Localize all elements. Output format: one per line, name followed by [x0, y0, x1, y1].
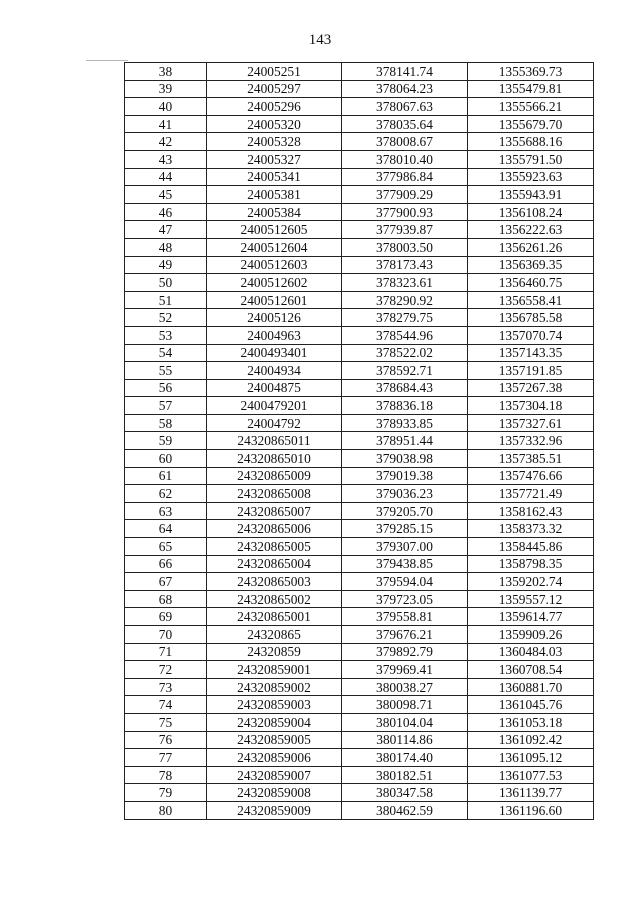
- point-id-cell: 24004875: [207, 379, 342, 397]
- y-coordinate-cell: 1361053.18: [468, 713, 594, 731]
- y-coordinate-cell: 1357721.49: [468, 485, 594, 503]
- row-index-cell: 73: [125, 678, 207, 696]
- row-index-cell: 41: [125, 115, 207, 133]
- point-id-cell: 24005296: [207, 98, 342, 116]
- x-coordinate-cell: 378684.43: [342, 379, 468, 397]
- y-coordinate-cell: 1355688.16: [468, 133, 594, 151]
- row-index-cell: 42: [125, 133, 207, 151]
- point-id-cell: 24004792: [207, 414, 342, 432]
- x-coordinate-cell: 379558.81: [342, 608, 468, 626]
- x-coordinate-cell: 379594.04: [342, 573, 468, 591]
- row-index-cell: 51: [125, 291, 207, 309]
- x-coordinate-cell: 378951.44: [342, 432, 468, 450]
- y-coordinate-cell: 1356108.24: [468, 203, 594, 221]
- point-id-cell: 24320865008: [207, 485, 342, 503]
- row-index-cell: 69: [125, 608, 207, 626]
- table-row: [125, 696, 594, 714]
- row-index-cell: 76: [125, 731, 207, 749]
- point-id-cell: 24320865006: [207, 520, 342, 538]
- row-index-cell: 78: [125, 766, 207, 784]
- row-index-cell: 55: [125, 362, 207, 380]
- row-index-cell: 70: [125, 626, 207, 644]
- x-coordinate-cell: 378836.18: [342, 397, 468, 415]
- row-index-cell: 48: [125, 238, 207, 256]
- x-coordinate-cell: 380104.04: [342, 713, 468, 731]
- table-row: [125, 801, 594, 819]
- point-id-cell: 24320859004: [207, 713, 342, 731]
- point-id-cell: 24320865010: [207, 450, 342, 468]
- table-row: [125, 555, 594, 573]
- row-index-cell: 54: [125, 344, 207, 362]
- point-id-cell: 24320859006: [207, 749, 342, 767]
- table-row: [125, 238, 594, 256]
- y-coordinate-cell: 1357070.74: [468, 326, 594, 344]
- point-id-cell: 24320865004: [207, 555, 342, 573]
- point-id-cell: 24005327: [207, 150, 342, 168]
- row-index-cell: 50: [125, 274, 207, 292]
- x-coordinate-cell: 377939.87: [342, 221, 468, 239]
- x-coordinate-cell: 378544.96: [342, 326, 468, 344]
- row-index-cell: 61: [125, 467, 207, 485]
- table-row: [125, 168, 594, 186]
- table-row: [125, 291, 594, 309]
- table-row: [125, 608, 594, 626]
- table-row: [125, 362, 594, 380]
- row-index-cell: 79: [125, 784, 207, 802]
- row-index-cell: 60: [125, 450, 207, 468]
- table-row: [125, 397, 594, 415]
- y-coordinate-cell: 1356369.35: [468, 256, 594, 274]
- x-coordinate-cell: 378522.02: [342, 344, 468, 362]
- row-index-cell: 58: [125, 414, 207, 432]
- y-coordinate-cell: 1358445.86: [468, 538, 594, 556]
- table-row: [125, 63, 594, 81]
- point-id-cell: 24004934: [207, 362, 342, 380]
- x-coordinate-cell: 378010.40: [342, 150, 468, 168]
- row-index-cell: 45: [125, 186, 207, 204]
- point-id-cell: 24320859007: [207, 766, 342, 784]
- y-coordinate-cell: 1361139.77: [468, 784, 594, 802]
- x-coordinate-cell: 378933.85: [342, 414, 468, 432]
- table-row: [125, 467, 594, 485]
- y-coordinate-cell: 1355479.81: [468, 80, 594, 98]
- point-id-cell: 24320859008: [207, 784, 342, 802]
- y-coordinate-cell: 1361196.60: [468, 801, 594, 819]
- table-row: [125, 133, 594, 151]
- y-coordinate-cell: 1359909.26: [468, 626, 594, 644]
- point-id-cell: 24320865007: [207, 502, 342, 520]
- row-index-cell: 39: [125, 80, 207, 98]
- y-coordinate-cell: 1356460.75: [468, 274, 594, 292]
- y-coordinate-cell: 1357332.96: [468, 432, 594, 450]
- table-row: [125, 150, 594, 168]
- y-coordinate-cell: 1360484.03: [468, 643, 594, 661]
- x-coordinate-cell: 378290.92: [342, 291, 468, 309]
- point-id-cell: 2400512604: [207, 238, 342, 256]
- table-row: [125, 379, 594, 397]
- table-row: [125, 221, 594, 239]
- y-coordinate-cell: 1359202.74: [468, 573, 594, 591]
- x-coordinate-cell: 378279.75: [342, 309, 468, 327]
- table-row: [125, 326, 594, 344]
- point-id-cell: 24005341: [207, 168, 342, 186]
- y-coordinate-cell: 1357304.18: [468, 397, 594, 415]
- point-id-cell: 2400493401: [207, 344, 342, 362]
- x-coordinate-cell: 380182.51: [342, 766, 468, 784]
- y-coordinate-cell: 1357143.35: [468, 344, 594, 362]
- x-coordinate-cell: 379038.98: [342, 450, 468, 468]
- table-row: [125, 80, 594, 98]
- row-index-cell: 68: [125, 590, 207, 608]
- x-coordinate-cell: 377986.84: [342, 168, 468, 186]
- x-coordinate-cell: 378323.61: [342, 274, 468, 292]
- point-id-cell: 24005381: [207, 186, 342, 204]
- x-coordinate-cell: 378067.63: [342, 98, 468, 116]
- y-coordinate-cell: 1357476.66: [468, 467, 594, 485]
- x-coordinate-cell: 379969.41: [342, 661, 468, 679]
- row-index-cell: 72: [125, 661, 207, 679]
- table-row: [125, 274, 594, 292]
- table-row: [125, 661, 594, 679]
- point-id-cell: 24320865: [207, 626, 342, 644]
- y-coordinate-cell: 1357385.51: [468, 450, 594, 468]
- y-coordinate-cell: 1361077.53: [468, 766, 594, 784]
- y-coordinate-cell: 1355923.63: [468, 168, 594, 186]
- y-coordinate-cell: 1361045.76: [468, 696, 594, 714]
- point-id-cell: 2400512602: [207, 274, 342, 292]
- row-index-cell: 44: [125, 168, 207, 186]
- point-id-cell: 2400512601: [207, 291, 342, 309]
- table-row: [125, 626, 594, 644]
- point-id-cell: 24005384: [207, 203, 342, 221]
- y-coordinate-cell: 1361092.42: [468, 731, 594, 749]
- margin-rule: [86, 60, 128, 61]
- y-coordinate-cell: 1356785.58: [468, 309, 594, 327]
- table-row: [125, 502, 594, 520]
- table-row: [125, 186, 594, 204]
- row-index-cell: 56: [125, 379, 207, 397]
- table-body: [125, 63, 594, 820]
- page-number: 143: [308, 32, 332, 48]
- y-coordinate-cell: 1360881.70: [468, 678, 594, 696]
- point-id-cell: 24004963: [207, 326, 342, 344]
- point-id-cell: 24320859: [207, 643, 342, 661]
- table-row: [125, 309, 594, 327]
- point-id-cell: 24320865011: [207, 432, 342, 450]
- row-index-cell: 66: [125, 555, 207, 573]
- y-coordinate-cell: 1355679.70: [468, 115, 594, 133]
- table-row: [125, 749, 594, 767]
- row-index-cell: 63: [125, 502, 207, 520]
- point-id-cell: 2400479201: [207, 397, 342, 415]
- row-index-cell: 62: [125, 485, 207, 503]
- y-coordinate-cell: 1355566.21: [468, 98, 594, 116]
- row-index-cell: 80: [125, 801, 207, 819]
- row-index-cell: 71: [125, 643, 207, 661]
- table-row: [125, 731, 594, 749]
- x-coordinate-cell: 378035.64: [342, 115, 468, 133]
- x-coordinate-cell: 379036.23: [342, 485, 468, 503]
- point-id-cell: 24320865002: [207, 590, 342, 608]
- y-coordinate-cell: 1360708.54: [468, 661, 594, 679]
- coordinates-table: [124, 62, 594, 820]
- y-coordinate-cell: 1359614.77: [468, 608, 594, 626]
- y-coordinate-cell: 1356261.26: [468, 238, 594, 256]
- table-row: [125, 678, 594, 696]
- table-row: [125, 590, 594, 608]
- point-id-cell: 24320859003: [207, 696, 342, 714]
- x-coordinate-cell: 379019.38: [342, 467, 468, 485]
- row-index-cell: 67: [125, 573, 207, 591]
- y-coordinate-cell: 1357191.85: [468, 362, 594, 380]
- x-coordinate-cell: 378064.23: [342, 80, 468, 98]
- table-row: [125, 538, 594, 556]
- x-coordinate-cell: 380462.59: [342, 801, 468, 819]
- table-row: [125, 784, 594, 802]
- x-coordinate-cell: 380038.27: [342, 678, 468, 696]
- y-coordinate-cell: 1358798.35: [468, 555, 594, 573]
- y-coordinate-cell: 1355369.73: [468, 63, 594, 81]
- x-coordinate-cell: 379892.79: [342, 643, 468, 661]
- point-id-cell: 24320859001: [207, 661, 342, 679]
- point-id-cell: 24320865009: [207, 467, 342, 485]
- row-index-cell: 74: [125, 696, 207, 714]
- table-row: [125, 766, 594, 784]
- row-index-cell: 64: [125, 520, 207, 538]
- point-id-cell: 24320865001: [207, 608, 342, 626]
- table-row: [125, 414, 594, 432]
- x-coordinate-cell: 377900.93: [342, 203, 468, 221]
- row-index-cell: 59: [125, 432, 207, 450]
- row-index-cell: 75: [125, 713, 207, 731]
- point-id-cell: 24320859005: [207, 731, 342, 749]
- point-id-cell: 2400512603: [207, 256, 342, 274]
- table-row: [125, 450, 594, 468]
- x-coordinate-cell: 379438.85: [342, 555, 468, 573]
- point-id-cell: 24320859009: [207, 801, 342, 819]
- y-coordinate-cell: 1358162.43: [468, 502, 594, 520]
- table-row: [125, 256, 594, 274]
- row-index-cell: 65: [125, 538, 207, 556]
- row-index-cell: 40: [125, 98, 207, 116]
- x-coordinate-cell: 379307.00: [342, 538, 468, 556]
- point-id-cell: 24320859002: [207, 678, 342, 696]
- point-id-cell: 24005328: [207, 133, 342, 151]
- y-coordinate-cell: 1355943.91: [468, 186, 594, 204]
- x-coordinate-cell: 378008.67: [342, 133, 468, 151]
- x-coordinate-cell: 378141.74: [342, 63, 468, 81]
- table-row: [125, 485, 594, 503]
- table-row: [125, 98, 594, 116]
- table-row: [125, 432, 594, 450]
- x-coordinate-cell: 378003.50: [342, 238, 468, 256]
- point-id-cell: 24005126: [207, 309, 342, 327]
- row-index-cell: 46: [125, 203, 207, 221]
- y-coordinate-cell: 1356222.63: [468, 221, 594, 239]
- row-index-cell: 52: [125, 309, 207, 327]
- y-coordinate-cell: 1355791.50: [468, 150, 594, 168]
- table-row: [125, 115, 594, 133]
- x-coordinate-cell: 380098.71: [342, 696, 468, 714]
- point-id-cell: 2400512605: [207, 221, 342, 239]
- x-coordinate-cell: 379676.21: [342, 626, 468, 644]
- y-coordinate-cell: 1357267.38: [468, 379, 594, 397]
- row-index-cell: 43: [125, 150, 207, 168]
- x-coordinate-cell: 379205.70: [342, 502, 468, 520]
- x-coordinate-cell: 379723.05: [342, 590, 468, 608]
- table-row: [125, 643, 594, 661]
- table-row: [125, 573, 594, 591]
- x-coordinate-cell: 380347.58: [342, 784, 468, 802]
- y-coordinate-cell: 1358373.32: [468, 520, 594, 538]
- y-coordinate-cell: 1359557.12: [468, 590, 594, 608]
- x-coordinate-cell: 380114.86: [342, 731, 468, 749]
- table-row: [125, 713, 594, 731]
- x-coordinate-cell: 377909.29: [342, 186, 468, 204]
- y-coordinate-cell: 1356558.41: [468, 291, 594, 309]
- point-id-cell: 24320865005: [207, 538, 342, 556]
- point-id-cell: 24320865003: [207, 573, 342, 591]
- row-index-cell: 53: [125, 326, 207, 344]
- y-coordinate-cell: 1361095.12: [468, 749, 594, 767]
- y-coordinate-cell: 1357327.61: [468, 414, 594, 432]
- x-coordinate-cell: 379285.15: [342, 520, 468, 538]
- row-index-cell: 47: [125, 221, 207, 239]
- row-index-cell: 77: [125, 749, 207, 767]
- point-id-cell: 24005251: [207, 63, 342, 81]
- table-row: [125, 344, 594, 362]
- table-row: [125, 203, 594, 221]
- x-coordinate-cell: 378173.43: [342, 256, 468, 274]
- table-row: [125, 520, 594, 538]
- point-id-cell: 24005320: [207, 115, 342, 133]
- row-index-cell: 49: [125, 256, 207, 274]
- row-index-cell: 38: [125, 63, 207, 81]
- point-id-cell: 24005297: [207, 80, 342, 98]
- x-coordinate-cell: 378592.71: [342, 362, 468, 380]
- x-coordinate-cell: 380174.40: [342, 749, 468, 767]
- row-index-cell: 57: [125, 397, 207, 415]
